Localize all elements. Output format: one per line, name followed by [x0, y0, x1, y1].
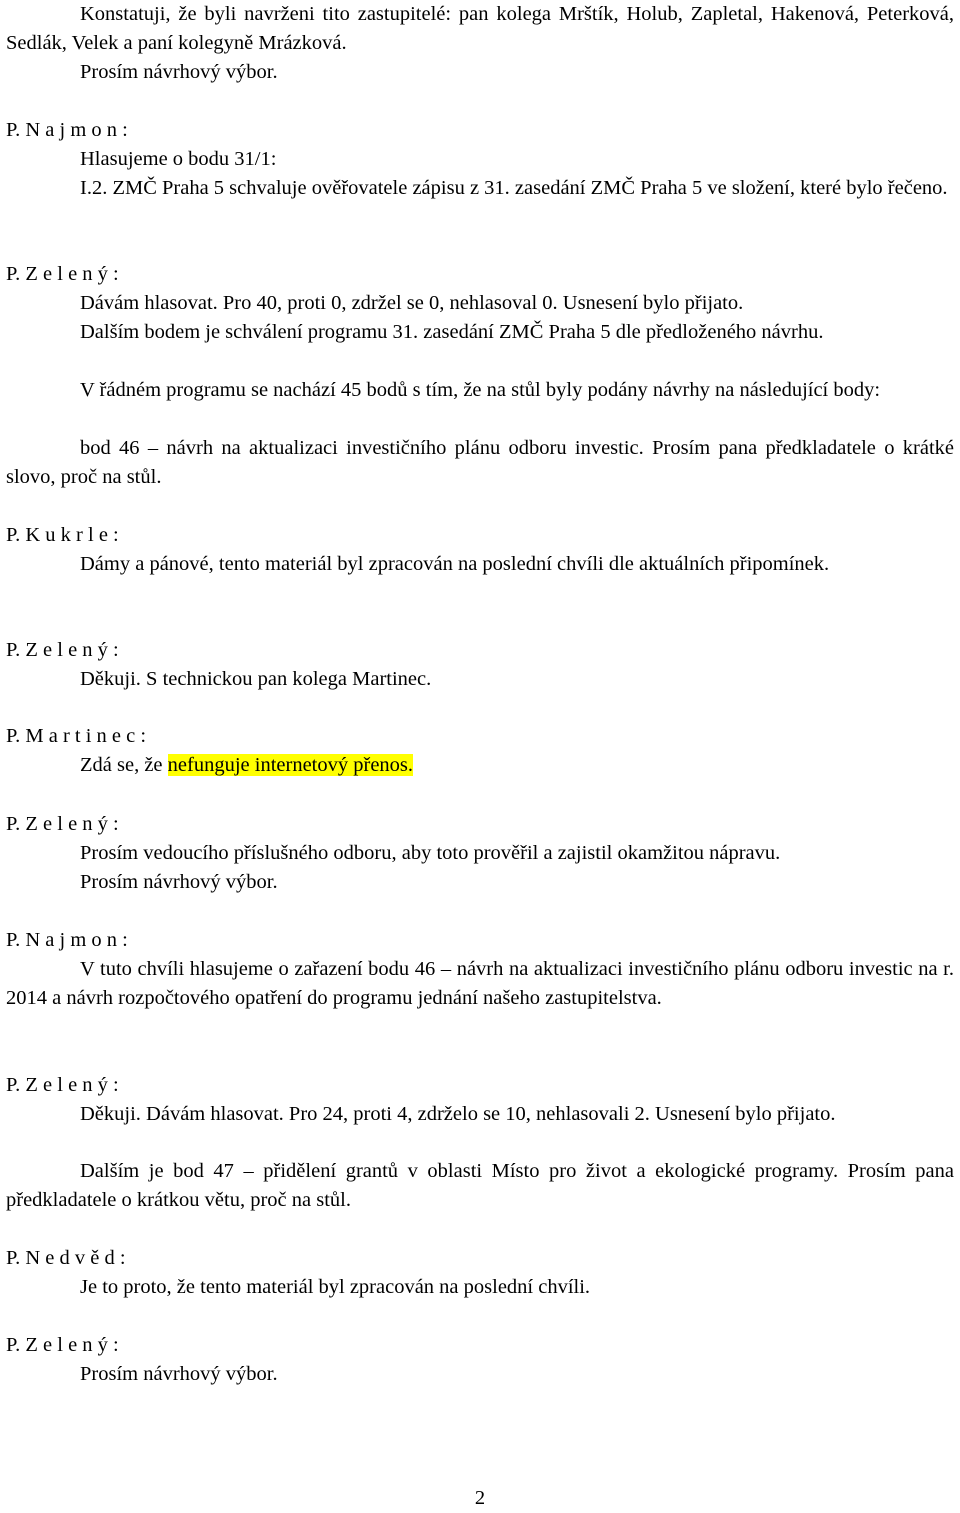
paragraph-17: Je to proto, že tento materiál byl zpracován na poslední chvíli.	[80, 1276, 591, 1298]
paragraph-18: Prosím návrhový výbor.	[80, 1363, 278, 1385]
speaker-zeleny-4: P. Z e l e n ý :	[6, 1074, 119, 1096]
speaker-kukrle: P. K u k r l e :	[6, 524, 119, 546]
speaker-zeleny-3: P. Z e l e n ý :	[6, 813, 119, 835]
paragraph-6: Dalším bodem je schválení programu 31. zasedání ZMČ Praha 5 dle předloženého návrhu.	[80, 321, 824, 343]
paragraph-5: Dávám hlasovat. Pro 40, proti 0, zdržel se 0, nehlasoval 0. Usnesení bylo přijato.	[80, 292, 744, 314]
paragraph-9: Dámy a pánové, tento materiál byl zpracován na poslední chvíli dle aktuálních připomínek.	[80, 553, 830, 575]
speaker-najmon-1: P. N a j m o n :	[6, 119, 128, 141]
paragraph-7: V řádném programu se nachází 45 bodů s tím, že na stůl byly podány návrhy na následující body:	[80, 379, 881, 401]
paragraph-16: Dalším je bod 47 – přidělení grantů v oblasti Místo pro život a ekologické programy. Prosím pana předkladatele o krátkou větu, proč na stůl.	[6, 1160, 954, 1211]
paragraph-11	[6, 751, 954, 780]
speaker-zeleny-1: P. Z e l e n ý :	[6, 263, 119, 285]
paragraph-4: I.2. ZMČ Praha 5 schvaluje ověřovatele zápisu z 31. zasedání ZMČ Praha 5 ve složení, které bylo řečeno.	[80, 177, 948, 199]
speaker-zeleny-2: P. Z e l e n ý :	[6, 639, 119, 661]
paragraph-11-text: Zdá se, že	[80, 754, 168, 776]
paragraph-13: Prosím návrhový výbor.	[80, 871, 278, 893]
paragraph-3: Hlasujeme o bodu 31/1:	[80, 148, 277, 170]
paragraph-12: Prosím vedoucího příslušného odboru, aby toto prověřil a zajistil okamžitou nápravu.	[80, 842, 781, 864]
speaker-najmon-2: P. N a j m o n :	[6, 929, 128, 951]
paragraph-14: V tuto chvíli hlasujeme o zařazení bodu 46 – návrh na aktualizaci investičního plánu odboru investic na r. 2014 a návrh rozpočtového opatření do programu jednání našeho zastupitelstva.	[6, 958, 954, 1009]
speaker-martinec: P. M a r t i n e c :	[6, 725, 147, 747]
highlighted-text: nefunguje internetový přenos.	[167, 754, 414, 776]
page-number: 2	[474, 1487, 486, 1509]
paragraph-1: Konstatuji, že byli navrženi tito zastupitelé: pan kolega Mrštík, Holub, Zapletal, Hakenová, Peterková, Sedlák, Velek a paní kolegyně Mrázková.	[6, 3, 954, 54]
paragraph-8: bod 46 – návrh na aktualizaci investičního plánu odboru investic. Prosím pana předkladatele o krátké slovo, proč na stůl.	[6, 437, 954, 488]
paragraph-2: Prosím návrhový výbor.	[80, 61, 278, 83]
paragraph-10: Děkuji. S technickou pan kolega Martinec.	[80, 668, 432, 690]
speaker-nedved: P. N e d v ě d :	[6, 1247, 126, 1269]
paragraph-15: Děkuji. Dávám hlasovat. Pro 24, proti 4, zdrželo se 10, nehlasovali 2. Usnesení bylo přijato.	[80, 1103, 836, 1125]
speaker-zeleny-5: P. Z e l e n ý :	[6, 1334, 119, 1356]
